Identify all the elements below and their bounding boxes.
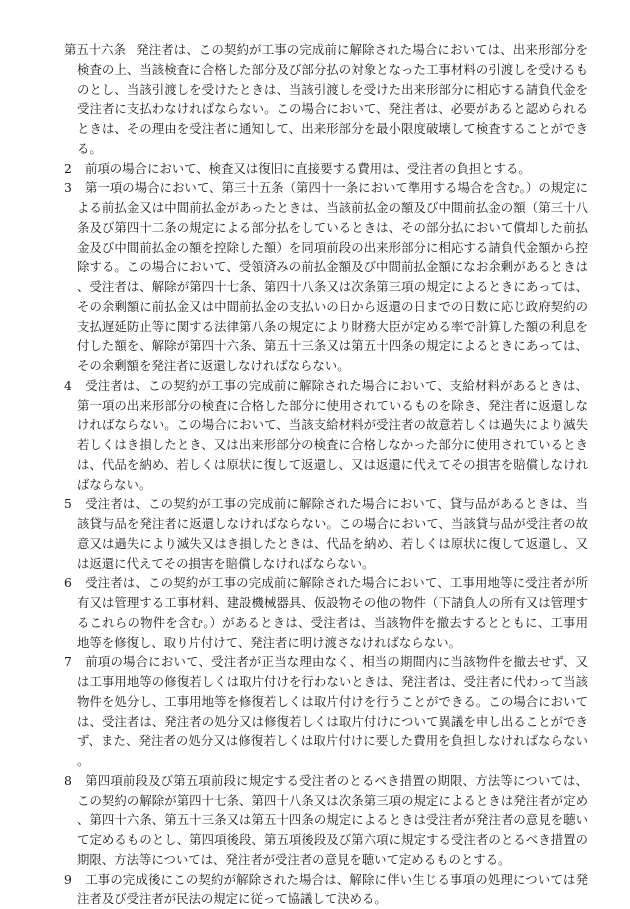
- article-56: [64, 40, 588, 159]
- document-page: [64, 40, 588, 909]
- paragraph-text: 第四項前段及び第五項前段に規定する受注者のとるべき措置の期限、方法等については、この契約の解除が第四十七条、第四十八条又は次条第三項の規定によるときは発注者が定め、第四十六条、第五十三条又は第五十四条の規定によるときは受注者が発注者の意見を聴いて定めるものとし、第四項後段、第五項後段及び第六項に規定する受注者のとるべき措置の期限、方法等については、発注者が受注者の意見を聴いて定めるものとする。: [77, 773, 588, 867]
- paragraph-number: 8: [64, 771, 77, 791]
- paragraph-3: [64, 178, 588, 376]
- paragraph-number: 5: [64, 494, 77, 514]
- paragraph-text: 受注者は、この契約が工事の完成前に解除された場合において、支給材料があるときは、第一項の出来形部分の検査に合格した部分に使用されているものを除き、発注者に返還しなければならない。この場合において、当該支給材料が受注者の故意若しくは過失により滅失若しくはき損したとき、又は出来形部分の検査に合格しなかった部分に使用されているときは、代品を納め、若しくは原状に復して返還し、又は返還に代えてその損害を賠償しなければならない。: [77, 378, 588, 492]
- paragraph-text: 受注者は、この契約が工事の完成前に解除された場合において、工事用地等に受注者が所有又は管理する工事材料、建設機械器具、仮設物その他の物件（下請負人の所有又は管理するこれらの物件を含む。）があるときは、受注者は、当該物件を撤去するとともに、工事用地等を修復し、取り片付けて、発注者に明け渡さなければならない。: [77, 575, 588, 649]
- paragraph-5: [64, 494, 588, 573]
- paragraph-text: 工事の完成後にこの契約が解除された場合は、解除に伴い生じる事項の処理については発注者及び受注者が民法の規定に従って協議して決める。: [77, 872, 588, 907]
- paragraph-number: 4: [64, 376, 77, 396]
- paragraph-number: 3: [64, 178, 77, 198]
- paragraph-number: 9: [64, 870, 77, 890]
- article-text: 発注者は、この契約が工事の完成前に解除された場合においては、出来形部分を検査の上、当該検査に合格した部分及び部分払の対象となった工事材料の引渡しを受けるものとし、当該引渡しを受けたときは、当該引渡しを受けた出来形部分に相応する請負代金を受注者に支払わなければならない。この場合において、発注者は、必要があると認められるときは、その理由を受注者に通知して、出来形部分を最小限度破壊して検査することができる。: [77, 42, 588, 156]
- paragraph-number: 7: [64, 652, 77, 672]
- paragraph-text: 前項の場合において、受注者が正当な理由なく、相当の期間内に当該物件を撤去せず、又は工事用地等の修復若しくは取片付けを行わないときは、発注者は、受注者に代わって当該物件を処分し、工事用地等を修復若しくは取片付けを行うことができる。この場合においては、受注者は、発注者の処分又は修復若しくは取片付けについて異議を申し出ることができず、また、発注者の処分又は修復若しくは取片付けに要した費用を負担しなければならない。: [77, 654, 588, 768]
- paragraph-text: 前項の場合において、検査又は復旧に直接要する費用は、受注者の負担とする。: [85, 161, 531, 176]
- paragraph-4: [64, 376, 588, 495]
- paragraph-2: [64, 159, 588, 179]
- paragraph-9: [64, 870, 588, 909]
- paragraph-6: [64, 573, 588, 652]
- paragraph-7: [64, 652, 588, 771]
- article-number: 第五十六条: [64, 40, 126, 60]
- paragraph-8: [64, 771, 588, 870]
- paragraph-text: 第一項の場合において、第三十五条（第四十一条において準用する場合を含む。）の規定による前払金又は中間前払金があったときは、当該前払金の額及び中間前払金の額（第三十八条及び第四十二条の規定による部分払をしているときは、その部分払において償却した前払金及び中間前払金の額を控除した額）を同項前段の出来形部分に相応する請負代金額から控除する。この場合において、受領済みの前払金額及び中間前払金額になお余剰があるときは、受注者は、解除が第四十七条、第四十八条又は次条第三項の規定によるときにあっては、その余剰額に前払金又は中間前払金の支払いの日から返還の日までの日数に応じ政府契約の支払遅延防止等に関する法律第八条の規定により財務大臣が定める率で計算した額の利息を付した額を、解除が第四十六条、第五十三条又は第五十四条の規定によるときにあっては、その余剰額を発注者に返還しなければならない。: [77, 180, 588, 373]
- paragraph-number: 6: [64, 573, 77, 593]
- paragraph-number: 2: [64, 159, 77, 179]
- paragraph-text: 受注者は、この契約が工事の完成前に解除された場合において、貸与品があるときは、当該貸与品を発注者に返還しなければならない。この場合において、当該貸与品が受注者の故意又は過失により滅失又はき損したときは、代品を納め、若しくは原状に復して返還し、又は返還に代えてその損害を賠償しなければならない。: [77, 496, 588, 570]
